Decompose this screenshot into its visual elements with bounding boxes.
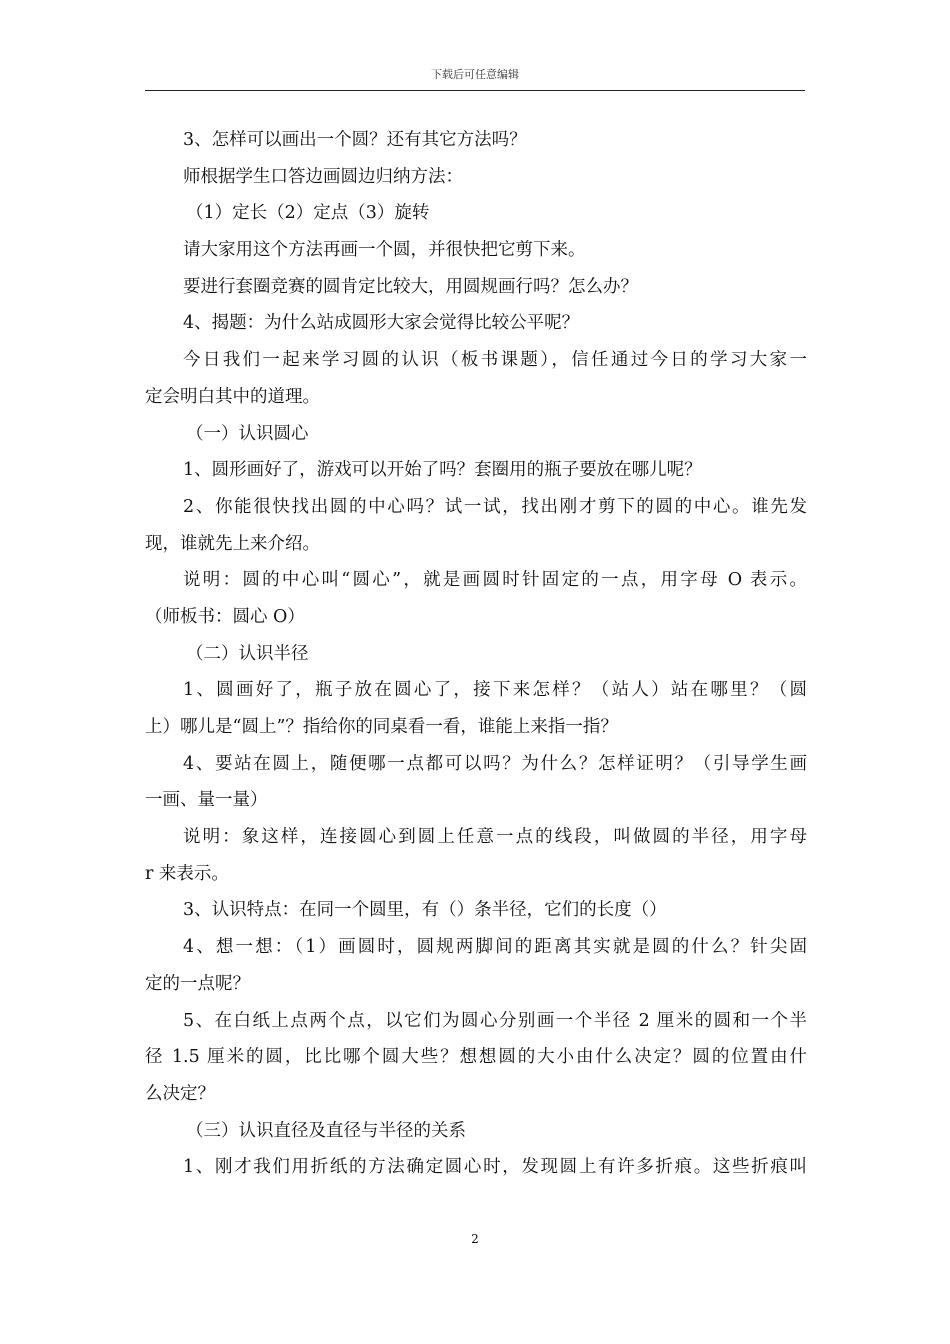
paragraph-line: r 来表示。 [145, 863, 229, 884]
paragraph-line: 5、在白纸上点两个点，以它们为圆心分别画一个半径 2 厘米的圆和一个半 [183, 1010, 807, 1031]
paragraph-line: 4、要站在圆上，随便哪一点都可以吗？为什么？怎样证明？（引导学生画 [183, 753, 807, 774]
paragraph-line: 1、圆形画好了，游戏可以开始了吗？套圈用的瓶子要放在哪儿呢？ [183, 460, 702, 481]
paragraph-line: 1、刚才我们用折纸的方法确定圆心时，发现圆上有许多折痕。这些折痕叫 [183, 1157, 807, 1178]
paragraph-line: （1）定长（2）定点（3）旋转 [186, 203, 430, 224]
paragraph-line: 么决定？ [145, 1083, 215, 1104]
paragraph-line: 请大家用这个方法再画一个圆，并很快把它剪下来。 [183, 240, 586, 261]
document-body [145, 122, 807, 1186]
paragraph-line: 今日我们一起来学习圆的认识（板书课题），信任通过今日的学习大家一 [183, 350, 807, 371]
paragraph-line: 4、揭题：为什么站成圆形大家会觉得比较公平呢？ [183, 313, 580, 334]
header-rule [145, 90, 805, 91]
paragraph-line: 一画、量一量） [145, 790, 268, 811]
paragraph-line: 1、圆画好了，瓶子放在圆心了，接下来怎样？（站人）站在哪里？（圆 [183, 680, 807, 701]
paragraph-line: 2、你能很快找出圆的中心吗？试一试，找出刚才剪下的圆的中心。谁先发 [183, 496, 807, 517]
paragraph-line: 4、想一想：（1）画圆时，圆规两脚间的距离其实就是圆的什么？针尖固 [183, 937, 807, 958]
paragraph-line: 径 1.5 厘米的圆，比比哪个圆大些？想想圆的大小由什么决定？圆的位置由什 [145, 1047, 807, 1068]
page-header: 下载后可任意编辑 [431, 68, 519, 81]
paragraph-line: 3、认识特点：在同一个圆里，有（）条半径，它们的长度（） [183, 900, 667, 921]
paragraph-line: 定会明白其中的道理。 [145, 386, 320, 407]
paragraph-line: 现，谁就先上来介绍。 [145, 533, 320, 554]
page-number: 2 [471, 1232, 479, 1246]
section-heading: （一）认识圆心 [186, 423, 309, 444]
section-heading: （二）认识半径 [186, 643, 309, 664]
paragraph-line: 说明：圆的中心叫“圆心”，就是画圆时针固定的一点，用字母 O 表示。 [183, 570, 807, 591]
paragraph-line: 上）哪儿是“圆上”？指给你的同桌看一看，谁能上来指一指？ [145, 717, 618, 737]
paragraph-line: 师根据学生口答边画圆边归纳方法： [183, 166, 463, 187]
section-heading: （三）认识直径及直径与半径的关系 [186, 1120, 466, 1141]
paragraph-line: 3、怎样可以画出一个圆？还有其它方法吗？ [183, 130, 527, 150]
paragraph-line: （师板书：圆心 O） [145, 606, 305, 627]
paragraph-line: 要进行套圈竞赛的圆肯定比较大，用圆规画行吗？怎么办？ [183, 276, 638, 297]
paragraph-line: 说明：象这样，连接圆心到圆上任意一点的线段，叫做圆的半径，用字母 [183, 827, 807, 848]
paragraph-line: 定的一点呢？ [145, 973, 250, 994]
